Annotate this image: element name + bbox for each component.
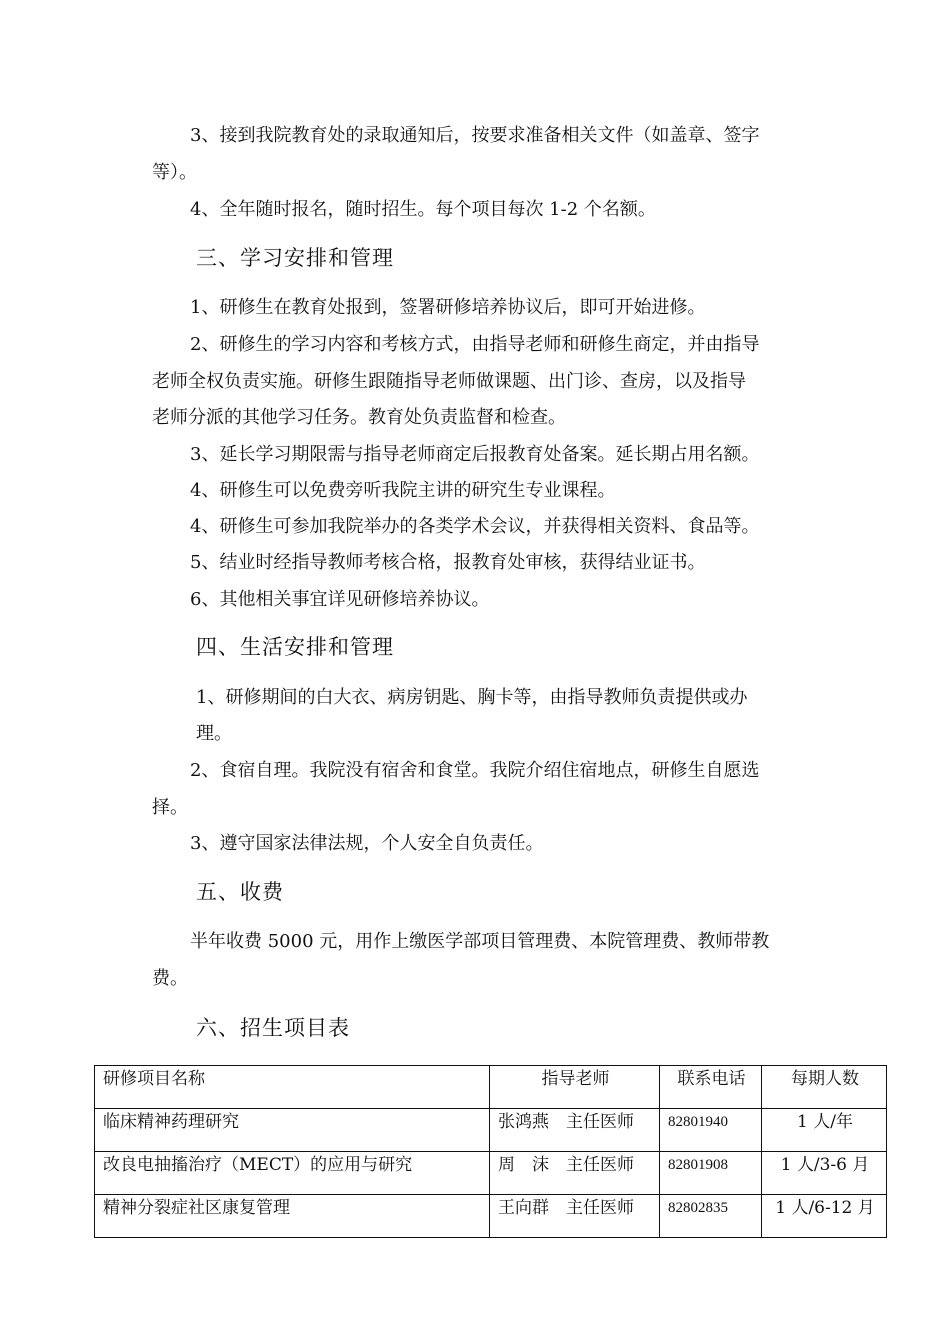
- study-line: 老师分派的其他学习任务。教育处负责监督和检查。: [152, 407, 566, 428]
- fees-line: 半年收费 5000 元，用作上缴医学部项目管理费、本院管理费、教师带教: [190, 931, 770, 952]
- living-line: 3、遵守国家法律法规，个人安全自负责任。: [190, 833, 544, 854]
- phone: 82801908: [660, 1152, 762, 1195]
- study-line: 5、结业时经指导教师考核合格，报教育处审核，获得结业证书。: [190, 552, 706, 573]
- project-name: 改良电抽搐治疗（MECT）的应用与研究: [95, 1152, 490, 1195]
- living-line: 1、研修期间的白大衣、病房钥匙、胸卡等，由指导教师负责提供或办: [196, 687, 748, 708]
- enrollment-item-3-line-1: 3、接到我院教育处的录取通知后，按要求准备相关文件（如盖章、签字: [190, 125, 760, 146]
- supervisor: 周 沫 主任医师: [490, 1152, 660, 1195]
- section-heading-fees: 五、收费: [196, 880, 284, 904]
- section-heading-study: 三、学习安排和管理: [196, 246, 394, 270]
- table-row: [95, 1109, 887, 1152]
- supervisor: 王向群 主任医师: [490, 1195, 660, 1238]
- living-line: 理。: [196, 723, 232, 744]
- header-project-name: 研修项目名称: [95, 1066, 490, 1109]
- quota: 1 人/3-6 月: [762, 1152, 887, 1195]
- study-line: 3、延长学习期限需与指导老师商定后报教育处备案。延长期占用名额。: [190, 444, 760, 465]
- fees-line: 费。: [152, 968, 188, 989]
- table-row: [95, 1152, 887, 1195]
- study-line: 1、研修生在教育处报到，签署研修培养协议后，即可开始进修。: [190, 297, 706, 318]
- header-phone: 联系电话: [660, 1066, 762, 1109]
- study-line: 6、其他相关事宜详见研修培养协议。: [190, 589, 490, 610]
- study-line: 老师全权负责实施。研修生跟随指导老师做课题、出门诊、查房，以及指导: [152, 371, 746, 392]
- quota: 1 人/6-12 月: [762, 1195, 887, 1238]
- study-line: 2、研修生的学习内容和考核方式，由指导老师和研修生商定，并由指导: [190, 334, 760, 355]
- supervisor: 张鸿燕 主任医师: [490, 1109, 660, 1152]
- header-supervisor: 指导老师: [490, 1066, 660, 1109]
- project-name: 临床精神药理研究: [95, 1109, 490, 1152]
- quota: 1 人/年: [762, 1109, 887, 1152]
- section-heading-projects: 六、招生项目表: [196, 1016, 350, 1040]
- phone: 82802835: [660, 1195, 762, 1238]
- living-line: 2、食宿自理。我院没有宿舍和食堂。我院介绍住宿地点，研修生自愿选: [190, 760, 760, 781]
- table-row: [95, 1195, 887, 1238]
- study-line: 4、研修生可参加我院举办的各类学术会议，并获得相关资料、食品等。: [190, 516, 760, 537]
- study-line: 4、研修生可以免费旁听我院主讲的研究生专业课程。: [190, 480, 616, 501]
- enrollment-item-4: 4、全年随时报名，随时招生。每个项目每次 1-2 个名额。: [190, 199, 656, 220]
- phone: 82801940: [660, 1109, 762, 1152]
- header-quota: 每期人数: [762, 1066, 887, 1109]
- section-heading-living: 四、生活安排和管理: [196, 635, 394, 659]
- project-name: 精神分裂症社区康复管理: [95, 1195, 490, 1238]
- projects-table: [94, 1065, 887, 1238]
- living-line: 择。: [152, 797, 188, 818]
- table-header-row: [95, 1066, 887, 1109]
- enrollment-item-3-line-2: 等）。: [152, 162, 197, 183]
